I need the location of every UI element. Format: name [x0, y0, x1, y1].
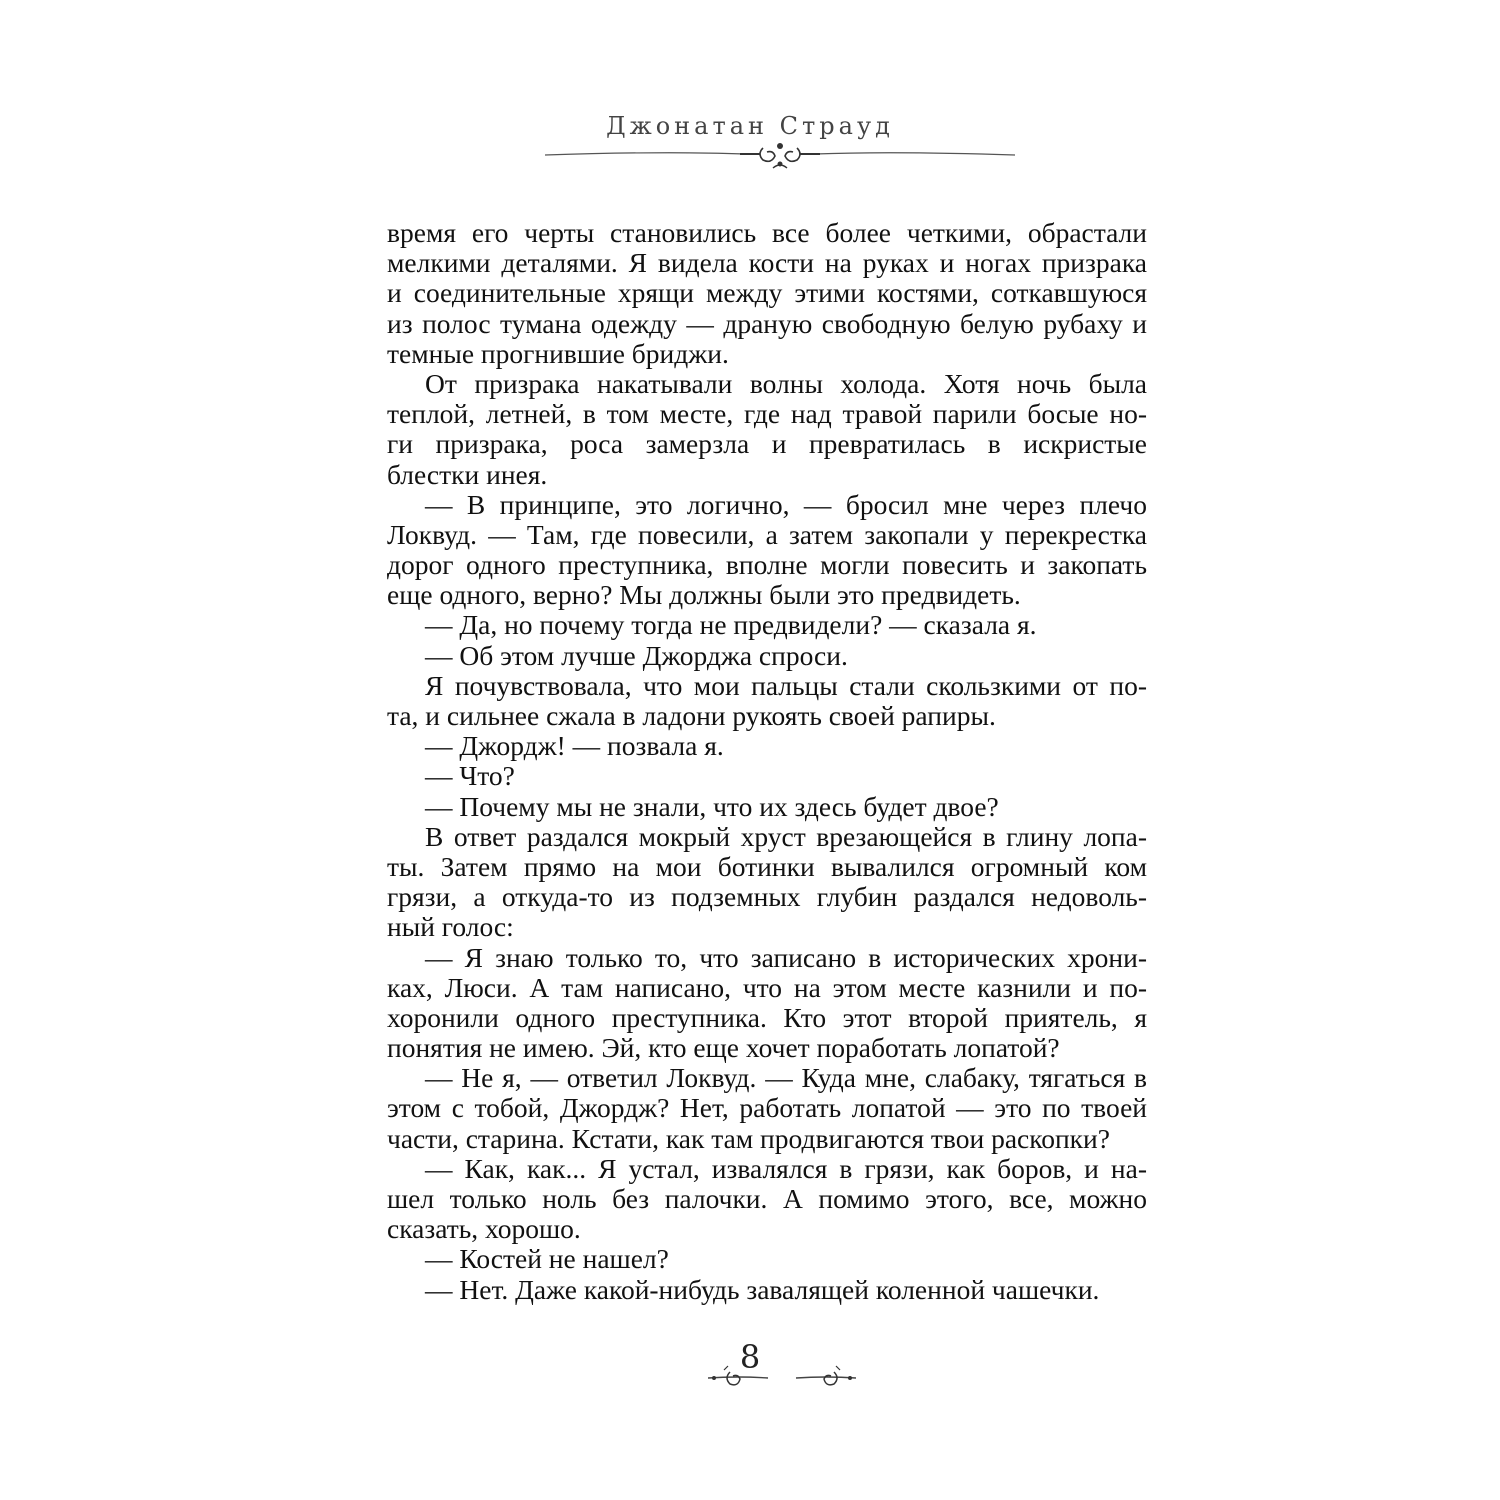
text-line: дорог одного преступника, вполне могли повесить и закопать: [387, 550, 1147, 581]
header-ornament: [545, 138, 1015, 172]
text-line: мелкими деталями. Я видела кости на руках и ногах призрака: [387, 248, 1147, 279]
text-line: блестки инея.: [387, 459, 548, 490]
text-line: — Нет. Даже какой-нибудь завалящей коленной чашечки.: [425, 1274, 1100, 1305]
running-head: Джонатан Страуд: [606, 112, 894, 140]
text-line: сказать, хорошо.: [387, 1214, 581, 1245]
text-line: От призрака накатывали волны холода. Хотя ночь была: [425, 368, 1147, 399]
text-line: — Что?: [425, 761, 515, 792]
text-line: ты. Затем прямо на мои ботинки вывалился огромный ком: [387, 851, 1147, 882]
text-line: В ответ раздался мокрый хруст врезающейся в глину лопа-: [425, 821, 1147, 852]
text-line: — В принципе, это логично, — бросил мне через плечо: [425, 489, 1147, 520]
text-line: и соединительные хрящи между этими костями, соткавшуюся: [387, 278, 1147, 309]
text-line: Я почувствовала, что мои пальцы стали скользкими от по-: [425, 670, 1147, 701]
body-text: [387, 218, 1147, 1305]
text-line: ги призрака, роса замерзла и превратилась в искристые: [387, 429, 1147, 460]
text-line: Локвуд. — Там, где повесили, а затем закопали у перекрестка: [387, 519, 1147, 550]
text-line: та, и сильнее сжала в ладони рукоять своей рапиры.: [387, 701, 996, 731]
text-line: шел только ноль без палочки. А помимо этого, все, можно: [387, 1184, 1147, 1214]
text-line: — Об этом лучше Джорджа спроси.: [425, 640, 848, 671]
text-line: время его черты становились все более четкими, обрастали: [387, 218, 1147, 248]
text-line: темные прогнившие бриджи.: [387, 338, 729, 369]
text-line: понятия не имею. Эй, кто еще хочет поработать лопатой?: [387, 1033, 1060, 1064]
text-line: — Не я, — ответил Локвуд. — Куда мне, слабаку, тягаться в: [425, 1063, 1147, 1094]
text-line: хоронили одного преступника. Кто этот второй приятель, я: [387, 1002, 1147, 1033]
text-line: ках, Люси. А там написано, что на этом месте казнили и по-: [387, 972, 1147, 1003]
text-line: грязи, а откуда-то из подземных глубин раздался недоволь-: [387, 882, 1147, 913]
text-line: еще одного, верно? Мы должны были это предвидеть.: [387, 580, 1021, 611]
text-line: — Я знаю только то, что записано в исторических хрони-: [425, 942, 1147, 973]
text-line: части, старина. Кстати, как там продвигаются твои раскопки?: [387, 1123, 1110, 1154]
text-line: — Джордж! — позвала я.: [425, 731, 724, 762]
text-line: из полос тумана одежду — драную свободную белую рубаху и: [387, 308, 1147, 339]
page-number: 8: [739, 1338, 761, 1376]
text-line: ный голос:: [387, 912, 514, 943]
text-line: — Почему мы не знали, что их здесь будет двое?: [425, 791, 999, 822]
text-line: — Костей не нашел?: [425, 1244, 669, 1275]
text-line: этом с тобой, Джордж? Нет, работать лопатой — это по твоей: [387, 1093, 1147, 1124]
text-line: — Да, но почему тогда не предвидели? — сказала я.: [425, 610, 1037, 641]
text-line: — Как, как... Я устал, извалялся в грязи, как боров, и на-: [425, 1153, 1147, 1184]
text-line: теплой, летней, в том месте, где над травой парили босые но-: [387, 399, 1147, 430]
